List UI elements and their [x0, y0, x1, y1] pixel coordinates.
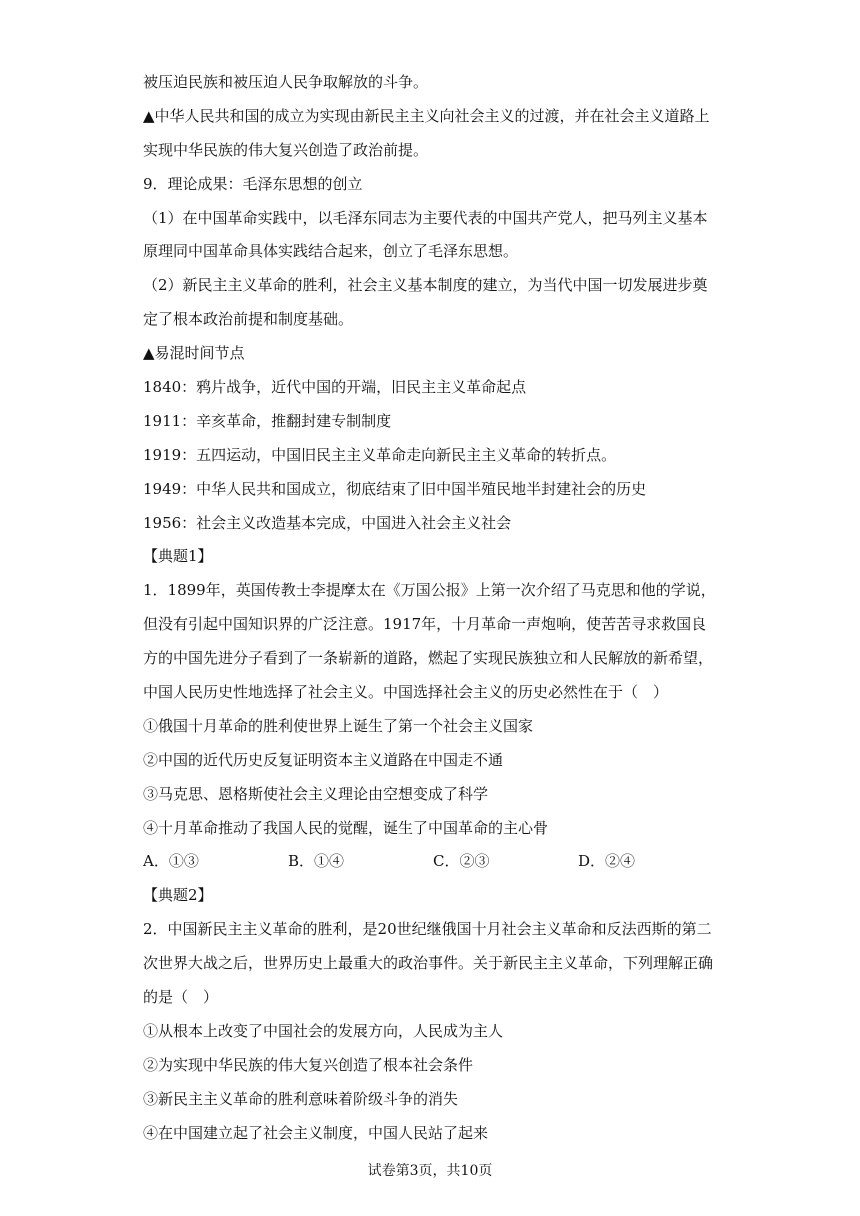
page-content — [143, 66, 723, 1151]
text-line: （2）新民主主义革命的胜利，社会主义基本制度的建立，为当代中国一切发展进步奠 — [143, 276, 708, 295]
text-line: ①从根本上改变了中国社会的发展方向，人民成为主人 — [143, 1021, 504, 1040]
text-line: 定了根本政治前提和制度基础。 — [143, 310, 354, 329]
option-c: C．②③ — [433, 852, 490, 871]
text-line: 1．1899年，英国传教士李提摩太在《万国公报》上第一次介绍了马克思和他的学说， — [143, 581, 716, 600]
text-line: ②为实现中华民族的伟大复兴创造了根本社会条件 — [143, 1055, 474, 1074]
text-line: 9．理论成果：毛泽东思想的创立 — [143, 174, 363, 193]
text-line: 1840：鸦片战争，近代中国的开端，旧民主主义革命起点 — [143, 378, 527, 397]
text-line: ④在中国建立起了社会主义制度，中国人民站了起来 — [143, 1123, 489, 1142]
text-line: 1956：社会主义改造基本完成，中国进入社会主义社会 — [143, 513, 512, 532]
answer-options — [143, 845, 723, 879]
text-line: 原理同中国革命具体实践结合起来，创立了毛泽东思想。 — [143, 242, 519, 261]
text-line: ③新民主主义革命的胜利意味着阶级斗争的消失 — [143, 1089, 459, 1108]
text-block-bottom — [143, 879, 723, 1150]
text-line: ▲中华人民共和国的成立为实现由新民主主义向社会主义的过渡，并在社会主义道路上 — [143, 106, 710, 125]
text-line: 1911：辛亥革命，推翻封建专制制度 — [143, 411, 392, 430]
option-d: D．②④ — [578, 852, 636, 871]
text-line: ▲易混时间节点 — [143, 344, 245, 363]
text-line: 方的中国先进分子看到了一条崭新的道路，燃起了实现民族独立和人民解放的新希望， — [143, 649, 714, 668]
text-line: 但没有引起中国知识界的广泛注意。1917年，十月革命一声炮响，使苦苦寻求救国良 — [143, 615, 707, 634]
text-line: ③马克思、恩格斯使社会主义理论由空想变成了科学 — [143, 784, 489, 803]
text-line: 1949：中华人民共和国成立，彻底结束了旧中国半殖民地半封建社会的历史 — [143, 479, 647, 498]
text-line: 【典题1】 — [143, 547, 213, 566]
option-a: A．①③ — [143, 852, 199, 871]
text-line: ④十月革命推动了我国人民的觉醒，诞生了中国革命的主心骨 — [143, 818, 549, 837]
text-line: 实现中华民族的伟大复兴创造了政治前提。 — [143, 140, 429, 159]
option-b: B．①④ — [288, 852, 345, 871]
text-line: 中国人民历史性地选择了社会主义。中国选择社会主义的历史必然性在于（ ） — [143, 683, 669, 702]
text-line: ①俄国十月革命的胜利使世界上诞生了第一个社会主义国家 — [143, 716, 534, 735]
text-line: 的是（ ） — [143, 988, 219, 1007]
text-line: 【典题2】 — [143, 886, 213, 905]
text-line: ②中国的近代历史反复证明资本主义道路在中国走不通 — [143, 750, 504, 769]
text-line: （1）在中国革命实践中，以毛泽东同志为主要代表的中国共产党人，把马列主义基本 — [143, 208, 708, 227]
text-line: 次世界大战之后，世界历史上最重大的政治事件。关于新民主主义革命，下列理解正确 — [143, 954, 714, 973]
text-block-top — [143, 66, 723, 845]
text-line: 被压迫民族和被压迫人民争取解放的斗争。 — [143, 73, 429, 91]
text-line: 2．中国新民主主义革命的胜利，是20世纪继俄国十月社会主义革命和反法西斯的第二 — [143, 920, 712, 939]
page-footer: 试卷第3页，共10页 — [367, 1163, 493, 1179]
text-line: 1919：五四运动，中国旧民主主义革命走向新民主主义革命的转折点。 — [143, 445, 617, 464]
